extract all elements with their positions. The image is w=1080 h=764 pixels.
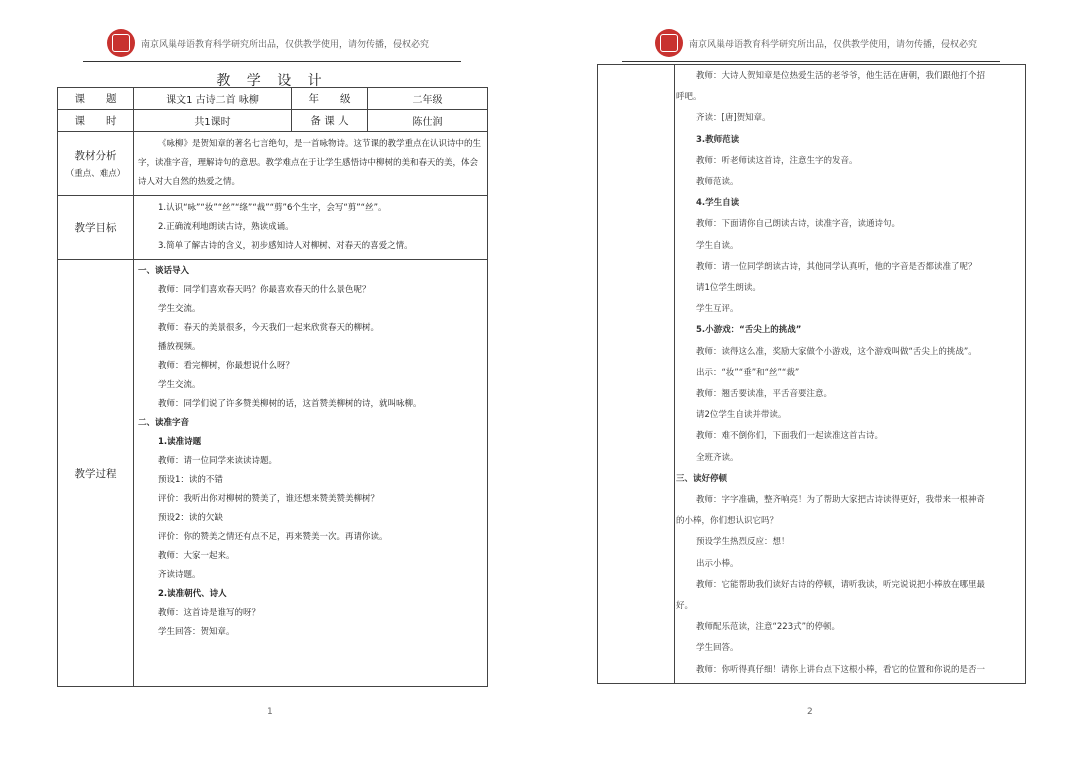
table-row	[58, 260, 488, 687]
text-line: 教师：你听得真仔细！请你上讲台点下这根小棒，看它的位置和你说的是否一	[696, 664, 986, 675]
header-divider	[622, 61, 1000, 62]
section-heading: 二、读准字音	[138, 418, 190, 428]
section-heading: 一、谈话导入	[138, 266, 190, 276]
label-column-divider	[674, 64, 675, 684]
text-line: 预设学生热烈反应：想！	[696, 537, 790, 548]
text-line: 预设1：读的不错	[158, 475, 223, 485]
text-line: 教师：它能帮助我们读好古诗的停顿，请听我读，听完说说把小棒放在哪里最	[696, 579, 986, 590]
text-line: 出示：“妆”“垂”和“丝”“裁”	[696, 367, 800, 378]
grade-label: 年 级	[292, 88, 368, 110]
text-line: 教师：同学们说了许多赞美柳树的话，这首赞美柳树的诗，就叫咏柳。	[158, 399, 422, 409]
teacher-label: 备 课 人	[292, 110, 368, 132]
page-header	[107, 28, 429, 58]
text-line: 评价：你的赞美之情还有点不足，再来赞美一次。再请你读。	[158, 532, 388, 542]
page-header	[655, 28, 977, 58]
section-heading: 三、读好停顿	[676, 473, 728, 484]
hours-label: 课 时	[58, 110, 134, 132]
analysis-label-cell	[58, 132, 134, 196]
text-line: 教师：翘舌要读准，平舌音要注意。	[696, 389, 833, 400]
text-line: 学生交流。	[158, 304, 201, 314]
goal-item: 1.认识“咏”“妆”“丝”“绦”“裁”“剪”6个生字，会写“剪”“丝”。	[158, 203, 387, 213]
page-number: 1	[267, 707, 273, 717]
text-line: 教师配乐范读，注意“223式”的停顿。	[696, 622, 841, 633]
text-line: 学生交流。	[158, 380, 201, 390]
text-line: 教师：下面请你自己朗读古诗，读准字音，读通诗句。	[696, 219, 901, 230]
text-line: 教师：难不倒你们，下面我们一起读准这首古诗。	[696, 431, 884, 442]
text-line: 全班齐读。	[696, 452, 739, 463]
subsection-heading: 3.教师范读	[696, 134, 740, 145]
analysis-label: 教材分析	[74, 150, 117, 162]
goals-cell	[134, 196, 488, 260]
table-row	[58, 88, 488, 110]
topic-label: 课 题	[58, 88, 134, 110]
text-line: 请2位学生自读并带读。	[696, 410, 787, 421]
text-line: 呼吧。	[676, 92, 702, 103]
text-line: 教师：字字准确，整齐响亮！为了帮助大家把古诗读得更好，我带来一根神奇	[696, 495, 986, 506]
process-cell	[134, 260, 488, 687]
text-line: 教师：读得这么准，奖励大家做个小游戏，这个游戏叫做“舌尖上的挑战”。	[696, 346, 977, 357]
text-line: 齐读：[唐]贺知章。	[696, 113, 771, 124]
text-line: 学生回答。	[696, 643, 739, 654]
table-row	[58, 196, 488, 260]
subsection-heading: 2.读准朝代、诗人	[158, 589, 227, 599]
text-line: 教师范读。	[696, 177, 739, 188]
text-line: 好。	[676, 601, 694, 612]
subsection-heading: 1.读准诗题	[158, 437, 202, 447]
text-line: 教师：同学们喜欢春天吗？你最喜欢春天的什么景色呢？	[158, 285, 371, 295]
text-line: 出示小棒。	[696, 558, 739, 569]
header-divider	[83, 61, 461, 62]
analysis-text: 《咏柳》是贺知章的著名七言绝句，是一首咏物诗。这节课的教学重点在认识诗中的生字，读准字音，理解诗句的意思。教学难点在于让学生感悟诗中柳树的美和春天的美，体会诗人对大自然的热爱之情。	[134, 132, 488, 196]
grade-value: 二年级	[368, 88, 488, 110]
page-number: 2	[807, 707, 813, 717]
process-list	[138, 262, 483, 642]
page-title: 教 学 设 计	[216, 73, 328, 89]
text-line: 学生回答：贺知章。	[158, 627, 235, 637]
text-line: 教师：请一位同学朗读古诗，其他同学认真听，他的字音是否都读准了呢？	[696, 261, 977, 272]
process-continuation	[676, 66, 1026, 681]
table-row	[58, 132, 488, 196]
header-text: 南京风巢母语教育科学研究所出品，仅供教学使用，请勿传播，侵权必究	[141, 39, 430, 50]
subsection-heading: 4.学生自读	[696, 198, 740, 209]
text-line: 预设2：读的欠缺	[158, 513, 223, 523]
teacher-value: 陈仕润	[368, 110, 488, 132]
goal-item: 2.正确流利地朗读古诗，熟读成诵。	[158, 222, 294, 232]
text-line: 教师：请一位同学来读读诗题。	[158, 456, 278, 466]
hours-value: 共1课时	[134, 110, 292, 132]
text-line: 教师：大诗人贺知章是位热爱生活的老爷爷，他生活在唐朝，我们跟他打个招	[696, 71, 986, 81]
text-line: 教师：看完柳树，你最想说什么呀？	[158, 361, 295, 371]
table-row	[58, 110, 488, 132]
process-label: 教学过程	[58, 260, 134, 687]
header-text: 南京风巢母语教育科学研究所出品，仅供教学使用，请勿传播，侵权必究	[689, 39, 978, 50]
text-line: 教师：春天的美景很多，今天我们一起来欣赏春天的柳树。	[158, 323, 380, 333]
goals-label: 教学目标	[58, 196, 134, 260]
subsection-heading: 5.小游戏：“舌尖上的挑战”	[696, 325, 802, 336]
seal-logo-icon	[107, 29, 135, 57]
topic-value: 课文1 古诗二首 咏柳	[134, 88, 292, 110]
analysis-sublabel: （重点、难点）	[65, 169, 126, 179]
text-line: 评价：我听出你对柳树的赞美了，谁还想来赞美赞美柳树？	[158, 494, 380, 504]
text-line: 学生自读。	[696, 240, 739, 251]
seal-logo-icon	[655, 29, 683, 57]
lesson-plan-table	[57, 87, 488, 687]
text-line: 教师：大家一起来。	[158, 551, 235, 561]
text-line: 请1位学生朗读。	[696, 283, 761, 294]
text-line: 教师：这首诗是谁写的呀？	[158, 608, 261, 618]
text-line: 学生互评。	[696, 304, 739, 315]
text-line: 教师：听老师读这首诗，注意生字的发音。	[696, 155, 858, 166]
text-line: 的小棒，你们想认识它吗？	[676, 516, 779, 527]
text-line: 齐读诗题。	[158, 570, 201, 580]
goal-item: 3.简单了解古诗的含义，初步感知诗人对柳树、对春天的喜爱之情。	[158, 241, 413, 251]
text-line: 播放视频。	[158, 342, 201, 352]
